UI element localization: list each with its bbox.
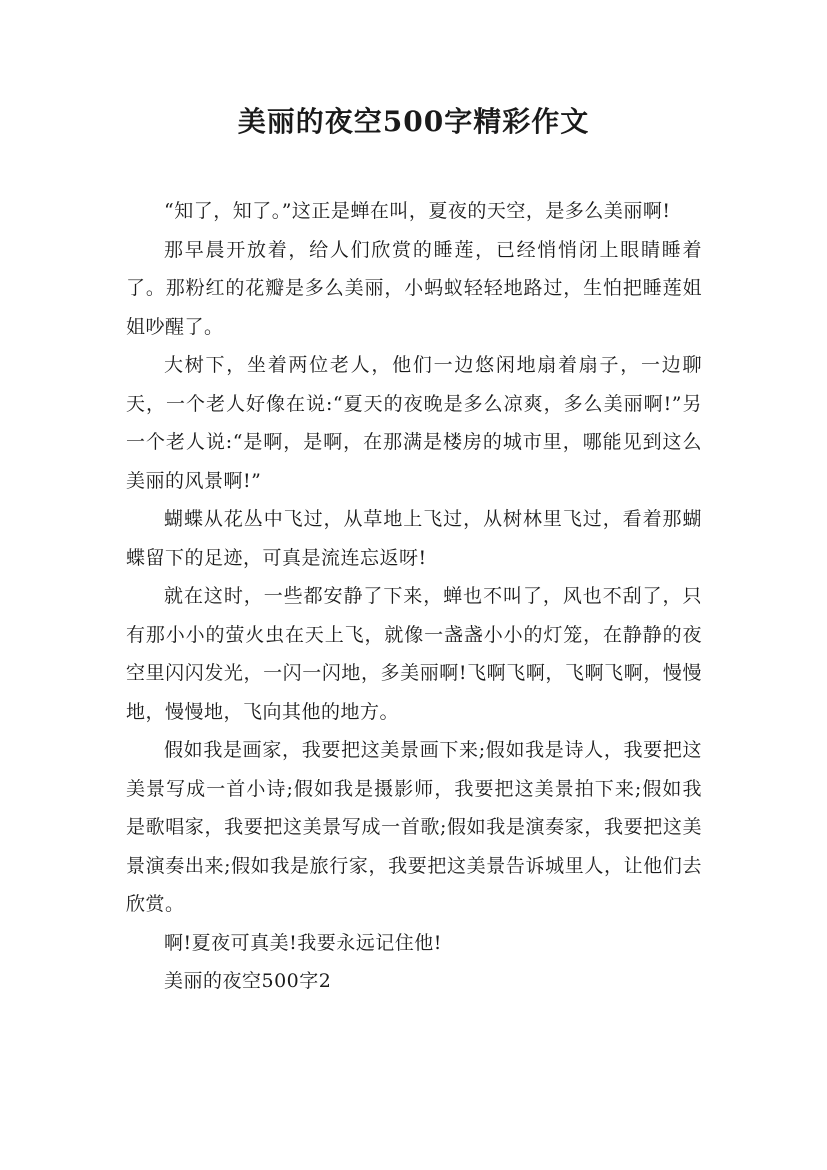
paragraph: 大树下，坐着两位老人，他们一边悠闲地扇着扇子，一边聊天，一个老人好像在说:“夏天的夜晚是多么凉爽，多么美丽啊!”另一个老人说:“是啊，是啊，在那满是楼房的城市里，哪能见到这么美丽的风景啊!” [126,354,702,492]
paragraph: 假如我是画家，我要把这美景画下来;假如我是诗人，我要把这美景写成一首小诗;假如我是摄影师，我要把这美景拍下来;假如我是歌唱家，我要把这美景写成一首歌;假如我是演奏家，我要把这美景演奏出来;假如我是旅行家，我要把这美景告诉城里人，让他们去欣赏。 [126,739,702,915]
section-heading: 美丽的夜空500字2 [164,970,332,992]
paragraph: 啊!夏夜可真美!我要永远记住他! [164,931,442,954]
paragraph: “知了，知了。”这正是蝉在叫，夏夜的天空，是多么美丽啊! [164,200,671,222]
paragraph: 就在这时，一些都安静了下来，蝉也不叫了，风也不刮了，只有那小小的萤火虫在天上飞，就像一盏盏小小的灯笼，在静静的夜空里闪闪发光，一闪一闪地，多美丽啊!飞啊飞啊，飞啊飞啊，慢慢地，慢慢地，飞向其他的地方。 [126,585,702,723]
document-body [126,192,702,1001]
document-title: 美丽的夜空500字精彩作文 [237,105,590,138]
paragraph: 那早晨开放着，给人们欣赏的睡莲，已经悄悄闭上眼睛睡着了。那粉红的花瓣是多么美丽，小蚂蚁轻轻地路过，生怕把睡莲姐姐吵醒了。 [126,238,702,338]
paragraph: 蝴蝶从花丛中飞过，从草地上飞过，从树林里飞过，看着那蝴蝶留下的足迹，可真是流连忘返呀! [126,508,702,569]
